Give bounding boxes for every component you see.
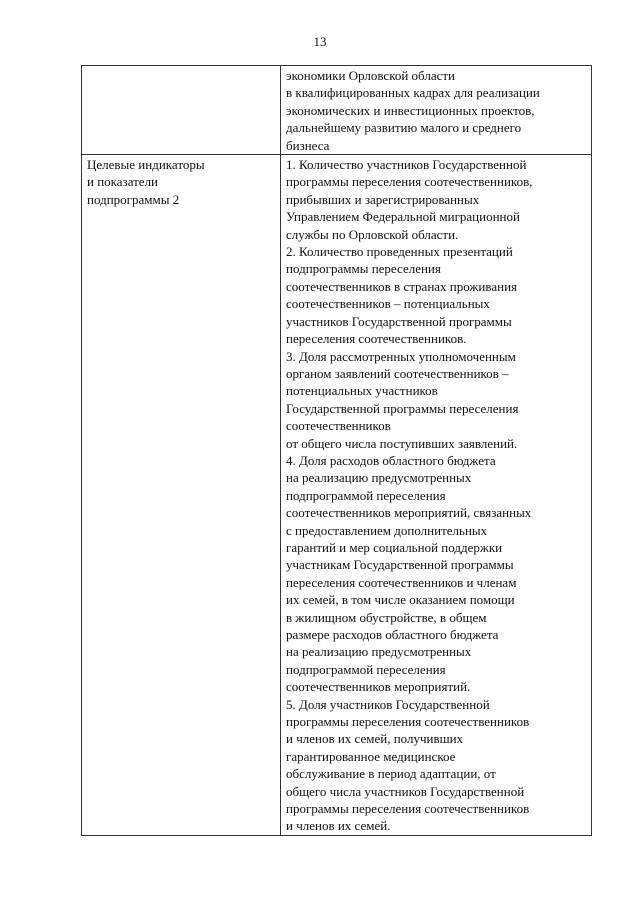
text-line: 3. Доля рассмотренных уполномоченным — [286, 348, 516, 364]
text-line: соотечественников – потенциальных — [286, 296, 490, 312]
text-line: 2. Количество проведенных презентаций — [286, 244, 513, 260]
text-line: 5. Доля участников Государственной — [286, 696, 490, 712]
text-line: обслуживание в период адаптации, от — [286, 766, 496, 782]
text-line: Управлением Федеральной миграционной — [286, 209, 520, 225]
text-line: гарантированное медицинское — [286, 748, 456, 764]
text-line: 4. Доля расходов областного бюджета — [286, 452, 496, 468]
text-line: с предоставлением дополнительных — [286, 522, 488, 538]
text-line: на реализацию предусмотренных — [286, 470, 472, 486]
table-cell-label — [82, 66, 281, 155]
text-line: Целевые индикаторы — [87, 157, 205, 173]
table-row — [82, 66, 592, 155]
table-cell-label — [82, 155, 281, 836]
text-line: дальнейшему развитию малого и среднего — [286, 120, 522, 136]
text-line: подпрограммы 2 — [87, 191, 180, 207]
text-line: потенциальных участников — [286, 383, 438, 399]
text-line: их семей, в том числе оказанием помощи — [286, 592, 515, 608]
text-line: соотечественников в странах проживания — [286, 278, 518, 294]
page-number: 13 — [313, 34, 327, 49]
text-line: на реализацию предусмотренных — [286, 644, 472, 660]
text-line: от общего числа поступивших заявлений. — [286, 435, 518, 451]
text-line: переселения соотечественников и членам — [286, 574, 517, 590]
table-row — [82, 155, 592, 836]
text-line: и показатели — [87, 174, 159, 190]
text-line: прибывших и зарегистрированных — [286, 191, 480, 207]
text-line: участников Государственной программы — [286, 313, 512, 329]
table-cell-content — [281, 155, 592, 836]
text-line: и членов их семей, получивших — [286, 731, 464, 747]
text-line: подпрограммой переселения — [286, 661, 446, 677]
text-line: службы по Орловской области. — [286, 226, 459, 242]
text-line: 1. Количество участников Государственной — [286, 157, 527, 173]
text-line: экономических и инвестиционных проектов, — [286, 102, 535, 118]
text-line: соотечественников — [286, 418, 391, 434]
text-line: и членов их семей. — [286, 818, 391, 834]
text-line: соотечественников мероприятий, связанных — [286, 505, 532, 521]
text-line: участникам Государственной программы — [286, 557, 514, 573]
text-line: гарантий и мер социальной поддержки — [286, 539, 503, 555]
text-line: программы переселения соотечественников — [286, 714, 530, 730]
text-line: общего числа участников Государственной — [286, 783, 525, 799]
subprogram-table — [81, 65, 592, 836]
text-line: размере расходов областного бюджета — [286, 627, 499, 642]
text-line: подпрограммой переселения — [286, 487, 446, 503]
text-line: соотечественников мероприятий. — [286, 679, 471, 695]
text-line: органом заявлений соотечественников – — [286, 365, 509, 381]
text-line: Государственной программы переселения — [286, 400, 519, 416]
text-line: переселения соотечественников. — [286, 331, 467, 347]
table-cell-content — [281, 66, 592, 155]
text-line: бизнеса — [286, 137, 330, 153]
text-line: программы переселения соотечественников, — [286, 174, 533, 190]
text-line: подпрограммы переселения — [286, 261, 441, 277]
text-line: программы переселения соотечественников — [286, 801, 530, 817]
text-line: в квалифицированных кадрах для реализации — [286, 85, 540, 101]
text-line: в жилищном обустройстве, в общем — [286, 609, 487, 625]
text-line: экономики Орловской области — [286, 68, 456, 83]
